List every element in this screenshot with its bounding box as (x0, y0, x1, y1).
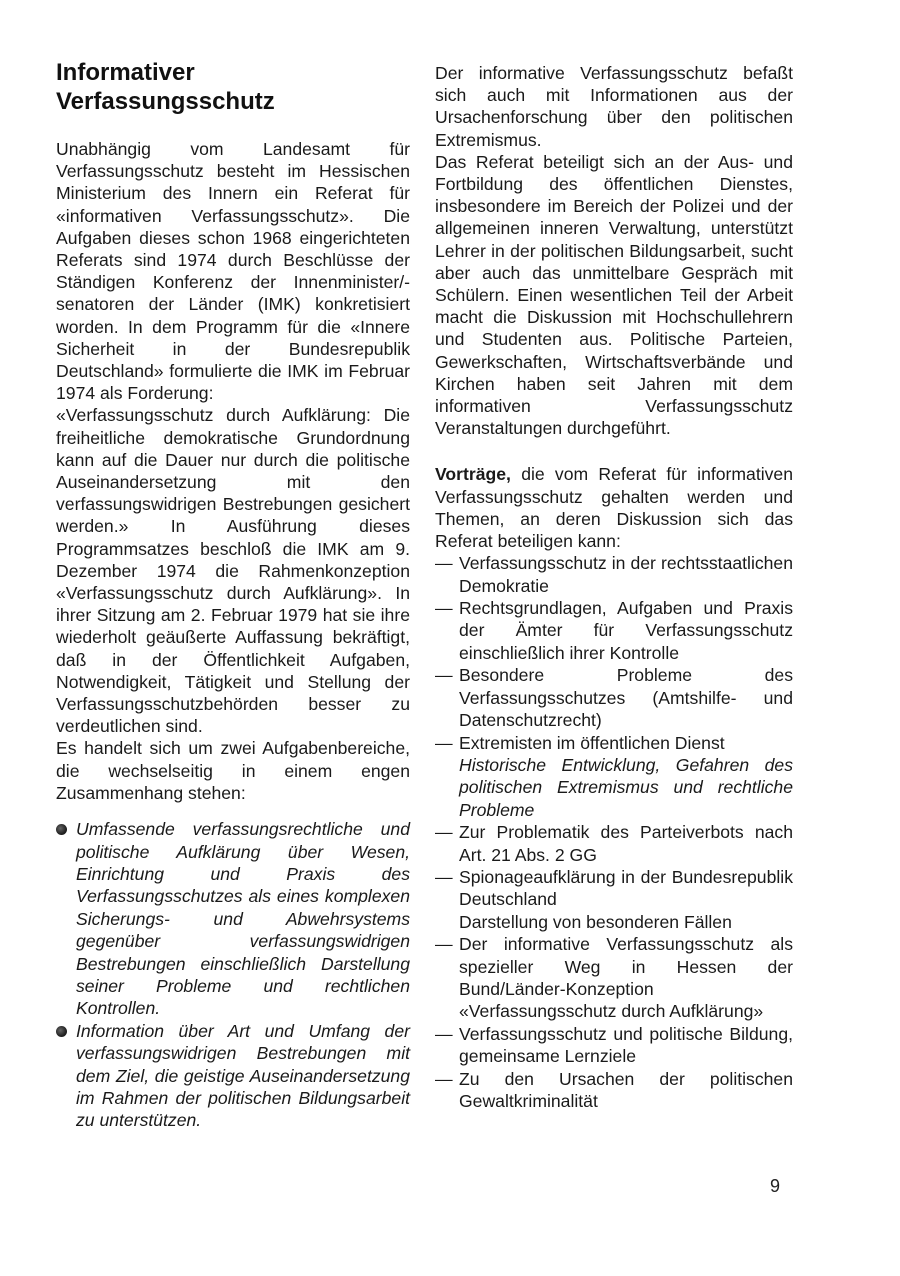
research-paragraph: Der informative Verfassungsschutz befaßt sich auch mit Informationen aus der Ursachenforschung über den politischen Extremismus. (435, 63, 793, 150)
topic-text: Rechtsgrundlagen, Aufgaben und Praxis der Ämter für Verfassungsschutz einschließlich ihrer Kontrolle (459, 598, 793, 663)
topic-item (435, 732, 793, 822)
topic-item (435, 552, 793, 597)
lectures-intro-text: die vom Referat für informativen Verfassungsschutz gehalten werden und Themen, an deren Diskussion sich das Referat beteiligen kann: (435, 464, 793, 552)
title-line-1: Informativer (56, 59, 195, 86)
dash-mark: — (435, 934, 453, 955)
dash-mark: — (435, 822, 453, 843)
dash-mark: — (435, 866, 453, 887)
page-number: 9 (770, 1176, 781, 1196)
dash-mark: — (435, 732, 453, 753)
bullet-item (56, 1020, 410, 1132)
topic-text: Zur Problematik des Parteiverbots nach Art. 21 Abs. 2 GG (459, 822, 793, 865)
topic-text: Der informative Verfassungsschutz als spezieller Weg in Hessen der Bund/Länder-Konzeption «Verfassungsschutz durch Aufklärung» (459, 934, 793, 1022)
title-line-2: Verfassungsschutz (56, 88, 275, 115)
topic-text: Verfassungsschutz und politische Bildung, gemeinsame Lernziele (459, 1023, 793, 1067)
lecture-topics-list (435, 552, 793, 1112)
lectures-intro (435, 463, 793, 552)
topic-item (435, 597, 793, 664)
training-paragraph: Das Referat beteiligt sich an der Aus- und Fortbildung des öffentlichen Dienstes, insbesondere im Bereich der Polizei und der allgemeinen inneren Verwaltung, unterstützt Lehrer in der politischen Bildungsarbeit, sucht aber auch das unmittelbare Gespräch mit Schülern. Einen wesentlichen Teil der Arbeit macht die Diskussion mit Hochschullehrern und Studenten aus. Politische Parteien, Gewerkschaften, Wirtschaftsverbände und Kirchen haben seit Jahren mit dem informativen Verfassungsschutz Veranstaltungen durchgeführt. (435, 151, 793, 439)
topic-item (435, 1023, 793, 1068)
bullet-dot-icon (56, 824, 67, 835)
bullet-text: Umfassende verfassungsrechtliche und politische Aufklärung über Wesen, Einrichtung und Praxis des Verfassungsschutzes als eines komplexen Sicherungs- und Abwehrsystems gegenüber verfassungswidrigen Bestrebungen einschließlich Darstellung seiner Probleme und rechtlichen Kontrollen. (76, 819, 410, 1019)
lectures-heading: Vorträge, (435, 464, 511, 485)
topic-item (435, 866, 793, 933)
topic-item (435, 933, 793, 1023)
topic-text: Besondere Probleme des Verfassungsschutzes (Amtshilfe- und Datenschutzrecht) (459, 665, 793, 731)
topic-subtext: Darstellung von besonderen Fällen (459, 911, 732, 932)
bullet-dot-icon (56, 1026, 67, 1037)
intro-paragraph: Unabhängig vom Landesamt für Verfassungsschutz besteht im Hessischen Ministerium des Innern ein Referat für «informativen Verfassungsschutz». Die Aufgaben dieses schon 1968 eingerichteten Referats sind 1974 durch Beschlüsse der Ständigen Konferenz der Innenminister/-senatoren der Länder (IMK) konkretisiert worden. In dem Programm für die «Innere Sicherheit in der Bundesrepublik Deutschland» formulierte die IMK im Februar 1974 als Forderung: (56, 139, 410, 404)
topic-subtext: Historische Entwicklung, Gefahren des politischen Extremismus und rechtliche Probleme (459, 754, 793, 820)
section-title (56, 58, 410, 116)
topic-text: Spionageaufklärung in der Bundesrepublik Deutschland (459, 866, 793, 910)
dash-mark: — (435, 553, 453, 574)
bullet-item (56, 818, 410, 1020)
task-bullet-list (56, 818, 410, 1132)
right-column (435, 62, 793, 1112)
quote-paragraph: «Verfassungsschutz durch Aufklärung: Die freiheitliche demokratische Grundordnung kann auf die Dauer nur durch die politische Auseinandersetzung mit den verfassungswidrigen Bestrebungen gesichert werden.» In Ausführung dieses Programmsatzes beschloß die IMK am 9. Dezember 1974 die Rahmenkonzeption «Verfassungsschutz durch Aufklärung». In ihrer Sitzung am 2. Februar 1979 hat sie ihre wiederholt geäußerte Auffassung bekräftigt, daß in der Öffentlichkeit Aufgaben, Notwendigkeit, Tätigkeit und Stellung der Verfassungsschutzbehörden besser zu verdeutlichen sind. (56, 405, 410, 737)
topic-item (435, 664, 793, 731)
tasks-paragraph: Es handelt sich um zwei Aufgabenbereiche, die wechselseitig in einem engen Zusammenhang stehen: (56, 738, 410, 803)
topic-item (435, 1068, 793, 1113)
dash-mark: — (435, 1023, 453, 1044)
bullet-text: Information über Art und Umfang der verfassungswidrigen Bestrebungen mit dem Ziel, die geistige Auseinandersetzung im Rahmen der politischen Bildungsarbeit zu unterstützen. (76, 1020, 410, 1131)
left-column (56, 58, 410, 1132)
dash-mark: — (435, 598, 453, 619)
dash-mark: — (435, 665, 453, 686)
topic-text: Extremisten im öffentlichen Dienst (459, 732, 725, 753)
topic-item (435, 821, 793, 866)
topic-text: Verfassungsschutz in der rechtsstaatlichen Demokratie (459, 553, 793, 596)
topic-text: Zu den Ursachen der politischen Gewaltkriminalität (459, 1068, 793, 1112)
dash-mark: — (435, 1068, 453, 1089)
